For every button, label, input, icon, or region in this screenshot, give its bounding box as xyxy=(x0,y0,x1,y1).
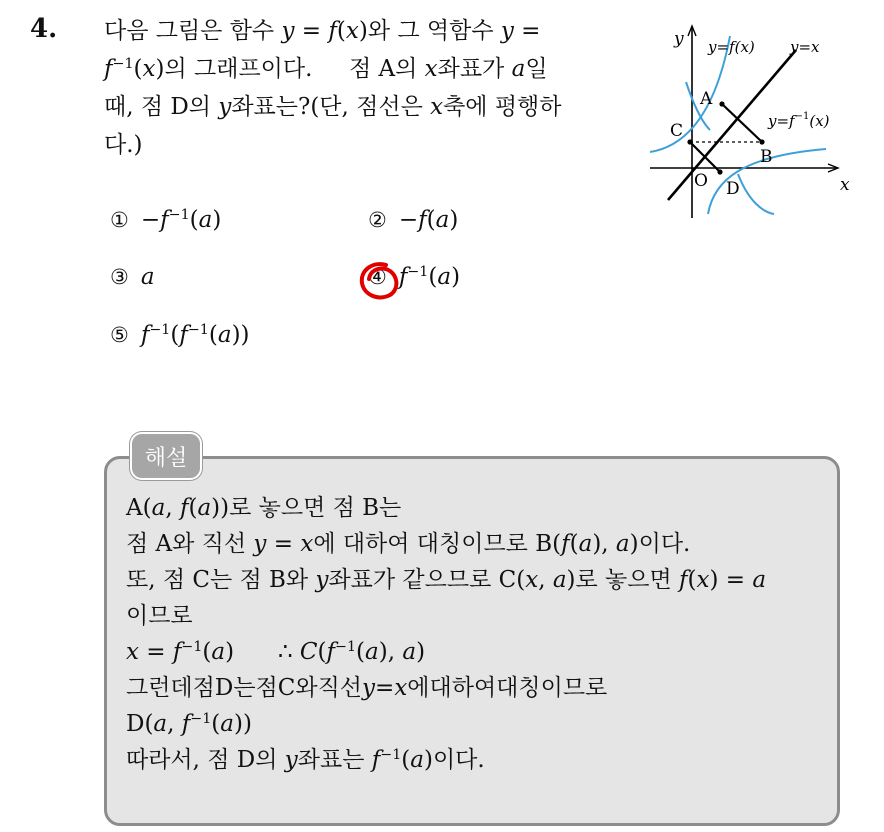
line-label: y=x xyxy=(790,38,820,56)
text: ), xyxy=(378,639,403,665)
math-var: f xyxy=(418,207,427,233)
text: A( xyxy=(126,495,152,521)
choice-number: ③ xyxy=(110,265,129,289)
label-d: D xyxy=(726,179,740,199)
math-var: a xyxy=(140,264,155,290)
math-var: C xyxy=(299,639,318,665)
text: ( xyxy=(426,207,436,233)
text: )로 놓으면 xyxy=(566,567,679,593)
text: 다음 그림은 함수 xyxy=(104,18,282,44)
segment-ab xyxy=(722,104,762,142)
math-var: f xyxy=(179,322,188,348)
text: 대하여 xyxy=(429,675,497,701)
text: ) xyxy=(416,639,426,665)
math-var: x xyxy=(300,531,314,557)
choice-expression xyxy=(399,264,460,290)
text: (x) xyxy=(809,112,830,130)
text: )) xyxy=(231,322,250,348)
math-var: a xyxy=(197,495,212,521)
choice-3[interactable] xyxy=(110,264,155,290)
math-var: x xyxy=(126,639,139,665)
point-c xyxy=(687,139,692,144)
text: = xyxy=(266,531,301,557)
text: D( xyxy=(126,711,154,737)
math-var: f xyxy=(104,56,113,82)
label-c: C xyxy=(670,121,684,141)
solution-text xyxy=(126,490,826,778)
math-var: f xyxy=(140,322,150,348)
math-var: x xyxy=(345,18,359,44)
question-line xyxy=(104,88,624,126)
text: ( xyxy=(170,322,180,348)
text: 그런데 xyxy=(126,675,193,701)
math-var: f xyxy=(561,531,570,557)
solution-line xyxy=(126,706,826,742)
math-var: y xyxy=(362,675,376,701)
math-var: x xyxy=(696,567,710,593)
text: 또, 점 C는 점 B와 xyxy=(126,567,316,593)
math-var: a xyxy=(153,711,168,737)
solution-line xyxy=(126,742,826,778)
text: 따라서, 점 D의 xyxy=(126,747,285,773)
math-var: f xyxy=(181,711,191,737)
solution-line xyxy=(126,526,826,562)
question-number: 4. xyxy=(30,14,58,44)
superscript: −1 xyxy=(794,111,810,122)
label-a: A xyxy=(700,89,713,109)
text: 직선 xyxy=(317,675,363,701)
math-var: f xyxy=(172,639,182,665)
math-var: a xyxy=(211,639,226,665)
text: )이다. xyxy=(629,531,691,557)
choice-expression xyxy=(141,207,222,233)
solution-line-justified xyxy=(126,670,822,706)
math-var: y xyxy=(315,567,329,593)
text: ( xyxy=(208,322,218,348)
math-var: y xyxy=(218,94,232,120)
superscript: −1 xyxy=(168,207,190,224)
x-axis-label: x xyxy=(840,175,850,195)
math-var: y xyxy=(284,747,298,773)
text: y=f xyxy=(768,112,795,130)
choice-number: ④ xyxy=(368,265,387,289)
math-var: a xyxy=(578,531,593,557)
text: 이므로 xyxy=(126,603,193,629)
curve-f-lower xyxy=(738,174,774,214)
text: 점 A와 직선 xyxy=(126,531,254,557)
text: 축에 평행하 xyxy=(443,94,562,120)
text: ( xyxy=(211,711,221,737)
math-var: x xyxy=(142,56,156,82)
choice-expression xyxy=(141,264,155,290)
choice-number: ② xyxy=(368,208,387,232)
text: ( xyxy=(356,639,366,665)
point-a xyxy=(719,101,724,106)
math-var: a xyxy=(217,322,232,348)
text: 좌표는?(단, 점선은 xyxy=(231,94,431,120)
superscript: −1 xyxy=(181,639,203,656)
superscript: −1 xyxy=(407,264,429,281)
math-var: a xyxy=(511,56,526,82)
math-var: f xyxy=(326,639,336,665)
word-group xyxy=(394,675,429,701)
math-var: a xyxy=(198,207,213,233)
inverse-curve-label xyxy=(767,111,830,130)
math-var: x xyxy=(394,675,408,701)
text: D는 xyxy=(214,675,256,701)
choice-expression xyxy=(141,322,250,348)
math-var: y xyxy=(253,531,267,557)
question-text xyxy=(104,12,624,164)
text: ( xyxy=(133,56,143,82)
question-line xyxy=(104,126,624,164)
text: ( xyxy=(188,495,198,521)
superscript: −1 xyxy=(112,56,134,73)
text: − xyxy=(140,207,161,233)
text: ( xyxy=(202,639,212,665)
text: )이다. xyxy=(423,747,485,773)
text: ) xyxy=(449,207,459,233)
math-var: y xyxy=(500,18,514,44)
text: 좌표가 xyxy=(437,56,512,82)
math-var: y xyxy=(281,18,295,44)
text: )의 그래프이다. 점 A의 xyxy=(155,56,425,82)
superscript: −1 xyxy=(380,747,402,764)
superscript: −1 xyxy=(335,639,357,656)
text: , xyxy=(538,567,553,593)
text: ( xyxy=(687,567,697,593)
text: , xyxy=(167,711,182,737)
choice-2[interactable] xyxy=(368,207,458,233)
superscript: −1 xyxy=(187,322,209,339)
text: 에 대하여 대칭이므로 B( xyxy=(313,531,562,557)
solution-line xyxy=(126,598,826,634)
question-line xyxy=(104,50,624,88)
math-var: a xyxy=(615,531,630,557)
text: = xyxy=(513,18,541,44)
math-var: f xyxy=(371,747,381,773)
label-origin: O xyxy=(694,171,708,191)
superscript: −1 xyxy=(190,711,212,728)
math-var: a xyxy=(410,747,424,773)
text: 일 xyxy=(525,56,548,82)
text: ( xyxy=(428,264,438,290)
text: ))로 놓으면 점 B는 xyxy=(211,495,402,521)
text: 점 xyxy=(192,675,215,701)
text: = xyxy=(294,18,329,44)
question-line xyxy=(104,12,624,50)
label-b: B xyxy=(760,147,773,167)
solution-tag: 해설 xyxy=(130,432,202,480)
text: − xyxy=(398,207,419,233)
math-var: f xyxy=(160,207,169,233)
text: ) ∴ xyxy=(225,639,300,665)
math-var: a xyxy=(151,495,166,521)
choice-5[interactable] xyxy=(110,322,250,348)
text: 좌표는 xyxy=(297,747,372,773)
choice-number: ① xyxy=(110,208,129,232)
math-var: a xyxy=(437,264,452,290)
text: ), xyxy=(592,531,616,557)
choice-expression xyxy=(399,207,458,233)
text: 때, 점 D의 xyxy=(104,94,219,120)
math-var: x xyxy=(525,567,539,593)
math-var: x xyxy=(430,94,444,120)
text: ( xyxy=(317,639,327,665)
text: , xyxy=(165,495,180,521)
superscript: −1 xyxy=(149,322,171,339)
solution-line xyxy=(126,562,826,598)
solution-line xyxy=(126,490,826,526)
y-axis-label: y xyxy=(674,29,684,49)
math-var: f xyxy=(679,567,688,593)
text: )) xyxy=(234,711,252,737)
text: 대칭이므로 xyxy=(496,675,608,701)
point-b xyxy=(759,139,764,144)
text: ( xyxy=(401,747,411,773)
math-var: a xyxy=(365,639,379,665)
answer-circle-mark xyxy=(356,259,406,303)
math-var: a xyxy=(552,567,567,593)
text: 에 xyxy=(407,675,430,701)
text: ) = xyxy=(709,567,753,593)
text: )와 그 역함수 xyxy=(358,18,501,44)
choice-number: ⑤ xyxy=(110,323,129,347)
function-graph xyxy=(640,14,860,224)
text: ( xyxy=(569,531,579,557)
text: = xyxy=(375,675,395,701)
text: C와 xyxy=(277,675,318,701)
math-var: f xyxy=(179,495,189,521)
math-var: a xyxy=(752,567,767,593)
text: ( xyxy=(336,18,346,44)
solution-line xyxy=(126,634,826,670)
math-var: f xyxy=(328,18,337,44)
f-curve-label: y=f(x) xyxy=(708,38,755,56)
point-d xyxy=(717,169,722,174)
text: 좌표가 같으므로 C( xyxy=(328,567,526,593)
text: 점 xyxy=(255,675,278,701)
math-var: f xyxy=(398,264,408,290)
text: ) xyxy=(212,207,222,233)
text: ) xyxy=(451,264,461,290)
math-var: a xyxy=(435,207,450,233)
math-var: a xyxy=(220,711,234,737)
text: ( xyxy=(189,207,199,233)
text: = xyxy=(138,639,173,665)
text: 다.) xyxy=(104,132,143,158)
math-var: a xyxy=(402,639,417,665)
math-var: x xyxy=(424,56,438,82)
choice-1[interactable] xyxy=(110,207,221,233)
